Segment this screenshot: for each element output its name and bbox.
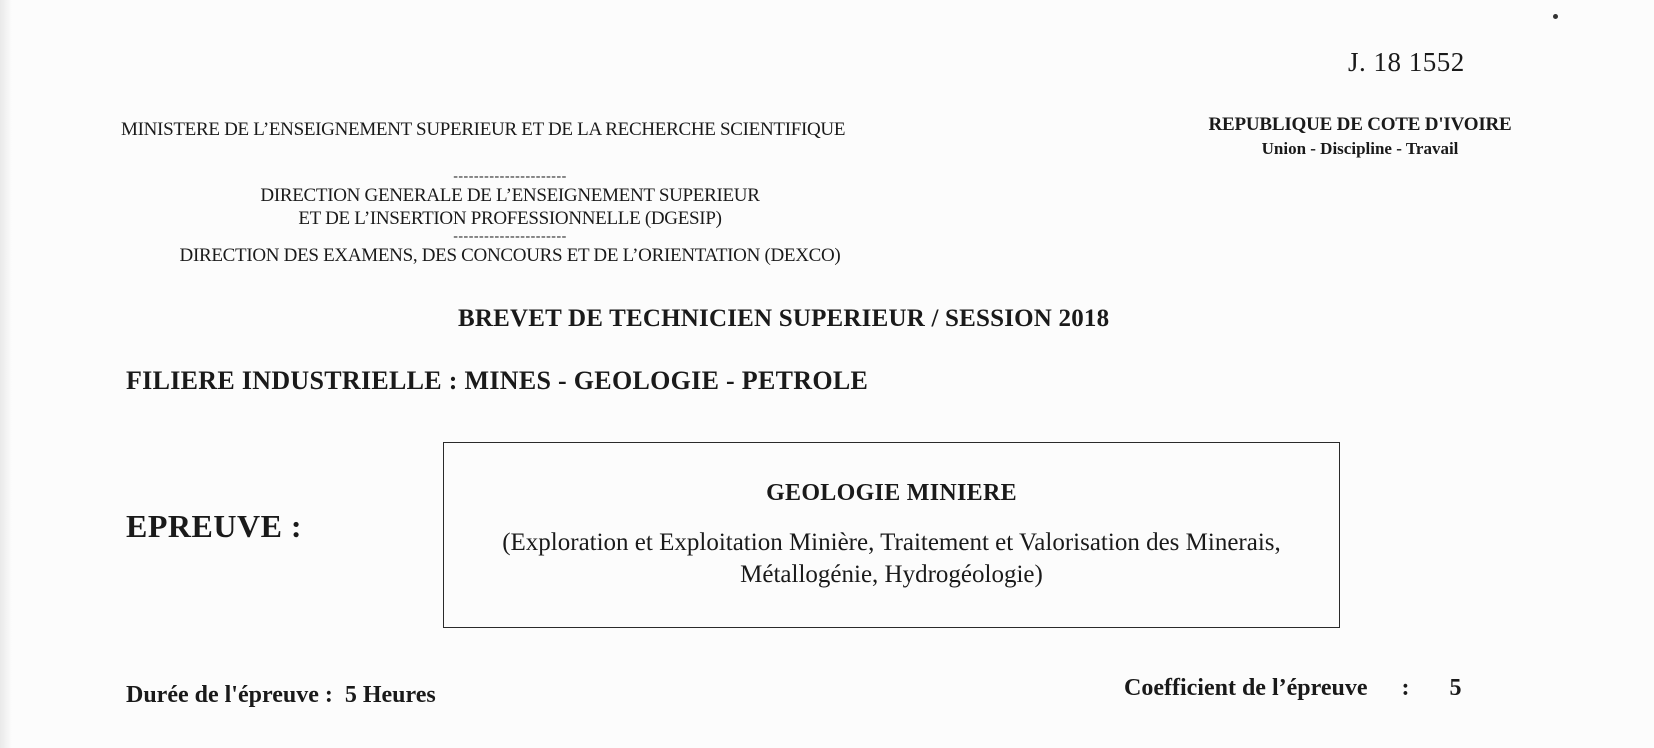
scan-speck [1553,14,1558,19]
dgesip-line-2: ET DE L’INSERTION PROFESSIONNELLE (DGESIP) [298,208,722,229]
separator-line: ---------------------- [453,229,567,244]
republic-header [1170,114,1550,159]
coefficient-line [1124,675,1461,702]
scan-shadow-edge [0,0,12,748]
document-reference: J. 18 1552 [1348,47,1465,77]
subject-description: (Exploration et Exploitation Minière, Traitement et Valorisation des Minerais, Métallogénie, Hydrogéologie) [502,529,1281,588]
ministry-header: MINISTERE DE L’ENSEIGNEMENT SUPERIEUR ET DE LA RECHERCHE SCIENTIFIQUE [121,119,846,140]
filiere-label: FILIERE INDUSTRIELLE : MINES - GEOLOGIE - PETROLE [126,366,869,395]
directorate-block [130,170,890,267]
subject-box [443,442,1340,628]
duration-value: 5 Heures [344,682,436,708]
duration-line [126,682,436,709]
republic-motto: Union - Discipline - Travail [1261,139,1459,158]
separator-line: ---------------------- [453,169,567,184]
coefficient-colon: : [1401,675,1410,701]
dexco-line: DIRECTION DES EXAMENS, DES CONCOURS ET DE L’ORIENTATION (DEXCO) [179,245,841,266]
epreuve-label: EPREUVE : [126,508,303,544]
coefficient-value: 5 [1449,675,1462,701]
dgesip-line-1: DIRECTION GENERALE DE L’ENSEIGNEMENT SUPERIEUR [260,185,760,206]
coefficient-label: Coefficient de l’épreuve [1124,675,1368,701]
exam-title: BREVET DE TECHNICIEN SUPERIEUR / SESSION 2018 [458,305,1110,332]
republic-name: REPUBLIQUE DE COTE D'IVOIRE [1208,114,1512,135]
duration-label: Durée de l'épreuve : [126,682,333,708]
subject-title: GEOLOGIE MINIERE [766,480,1017,506]
